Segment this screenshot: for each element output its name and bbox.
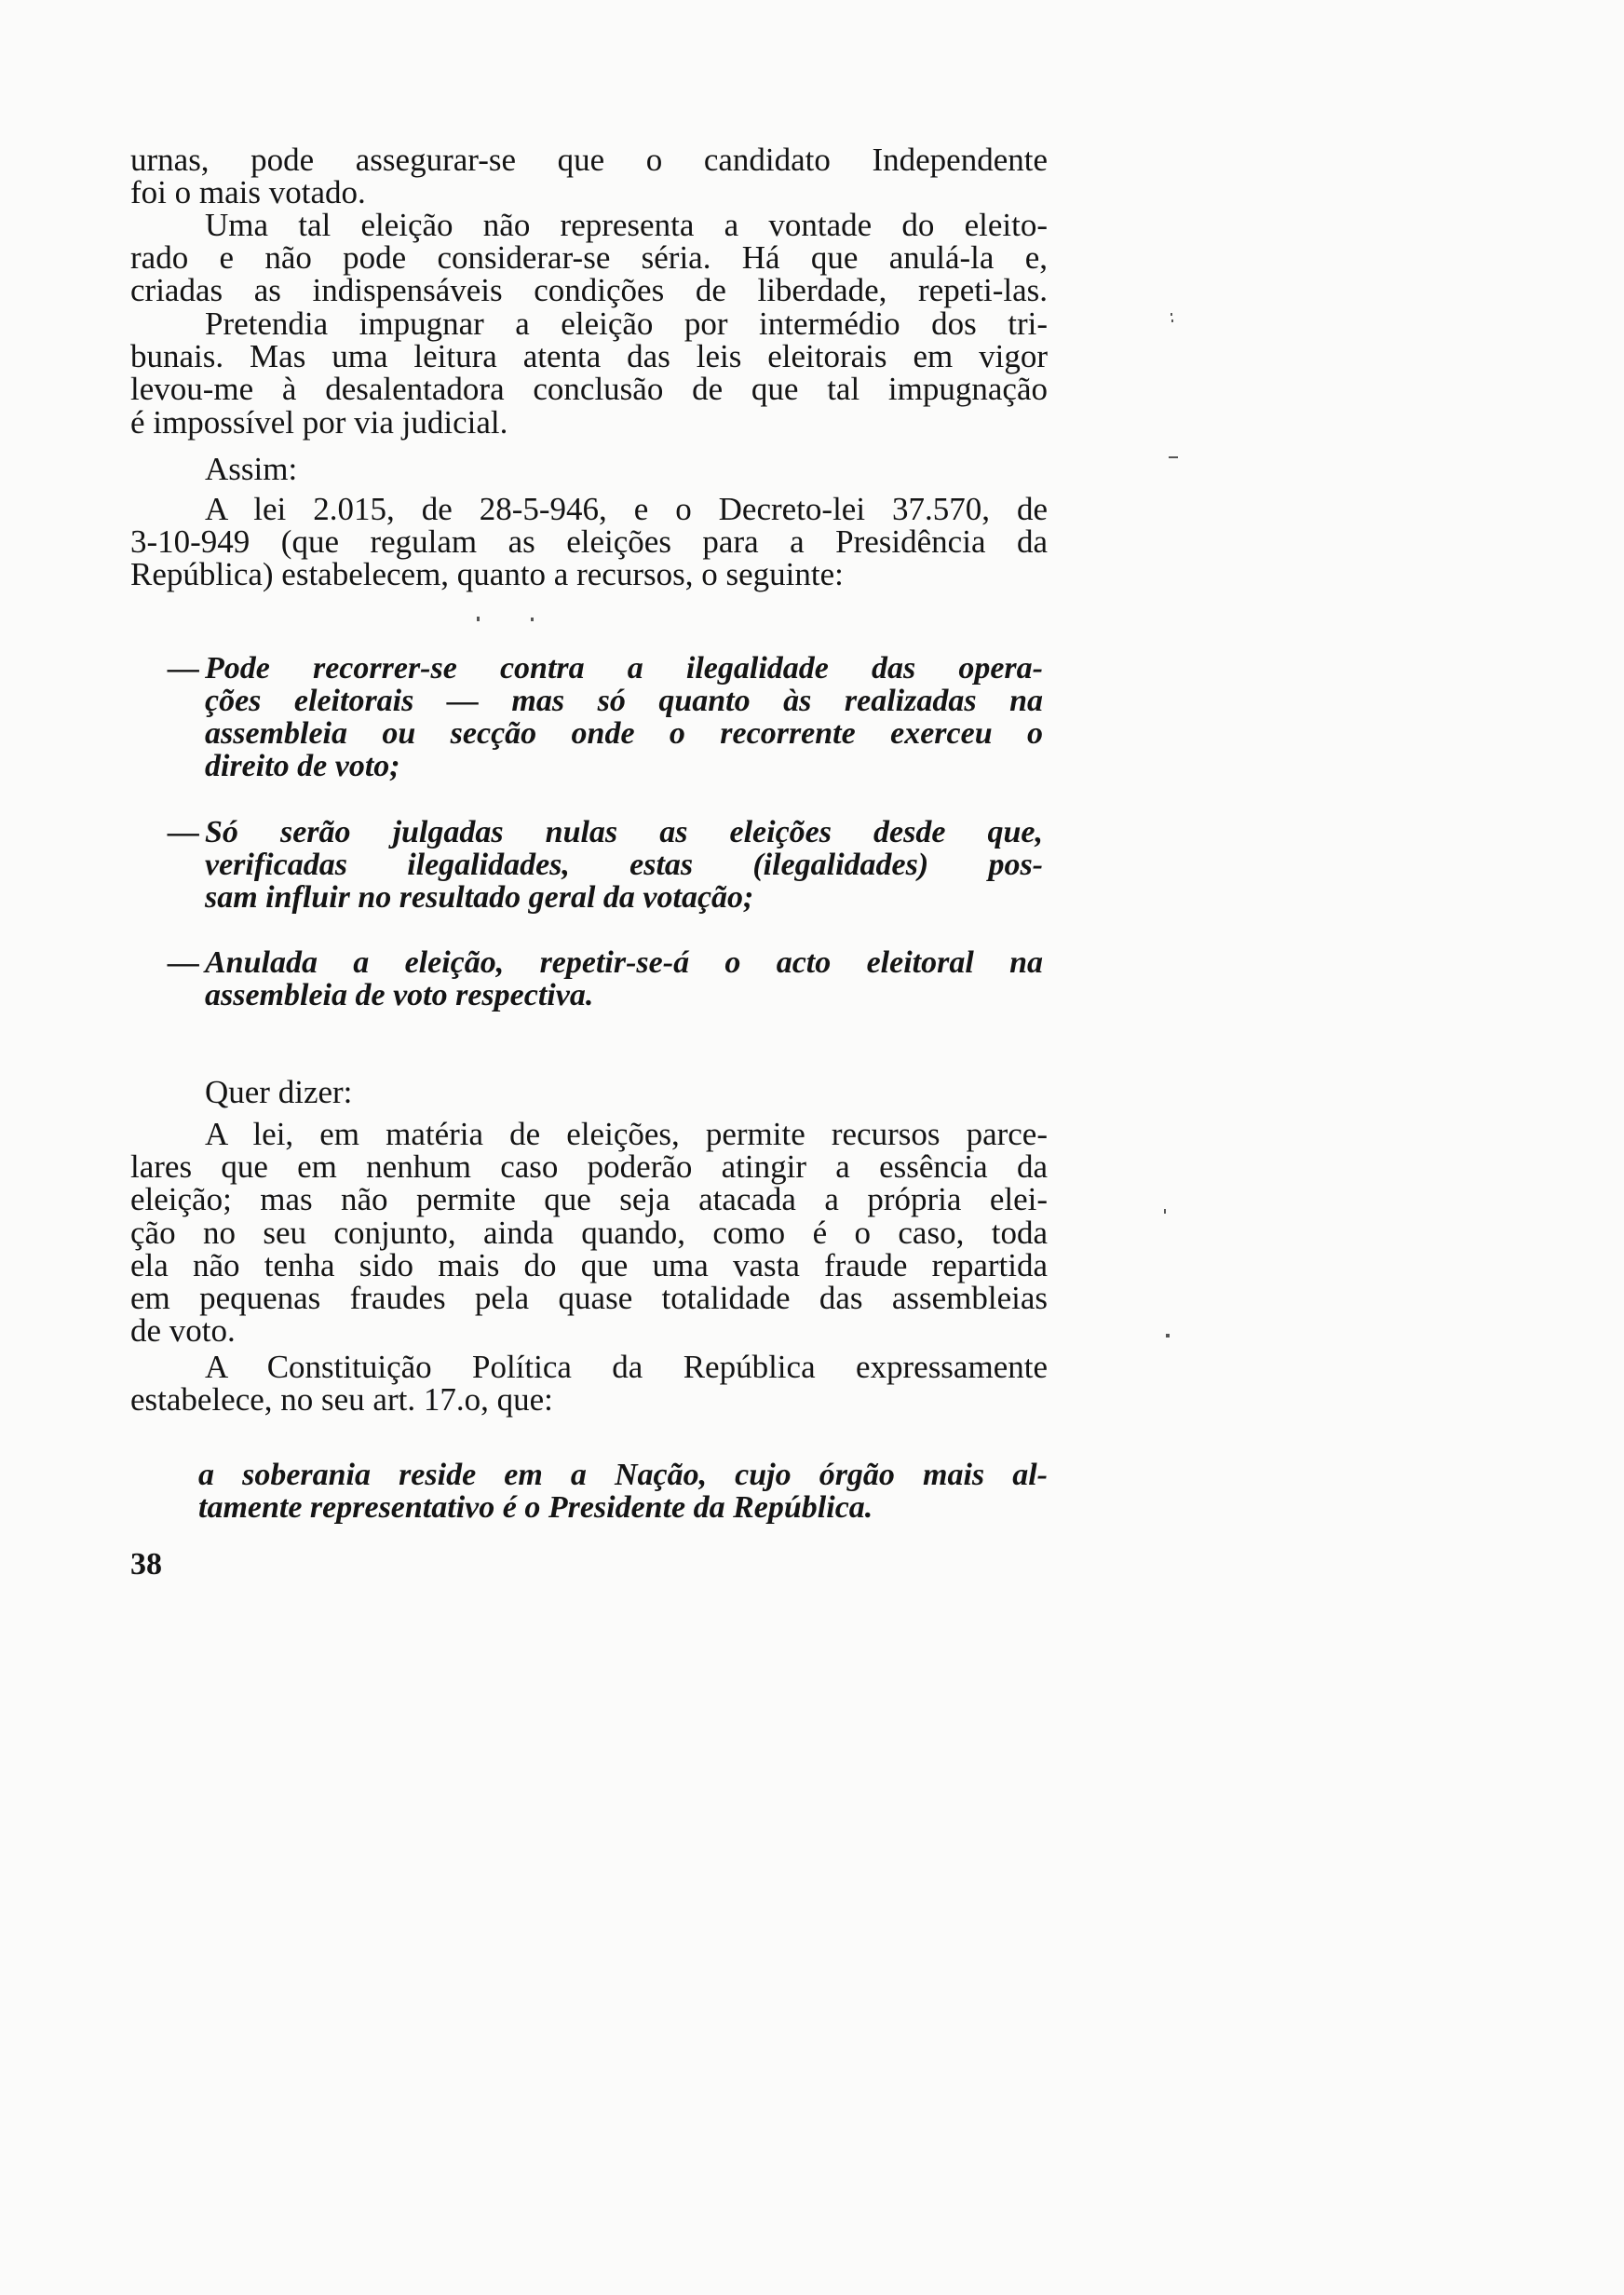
text-line: República) estabelecem, quanto a recursos, o seguinte:: [130, 556, 844, 593]
text-line: direito de voto;: [205, 749, 400, 783]
text-line: verificadas ilegalidades, estas (ilegalidades) pos-: [205, 848, 1043, 882]
text-line: Anulada a eleição, repetir-se-á o acto eleitoral na: [205, 945, 1043, 980]
paragraph-3: [130, 307, 1048, 439]
em-dash: —: [168, 651, 199, 686]
text-line: é impossível por via judicial.: [130, 403, 508, 441]
constitution-quote: [198, 1459, 1048, 1524]
text-line: de voto.: [130, 1312, 236, 1350]
text-line: assembleia de voto respectiva.: [205, 978, 594, 1012]
quoted-rule-1: [168, 651, 1043, 783]
text-line: A lei, em matéria de eleições, permite recursos parce-: [205, 1116, 1048, 1152]
scan-speck: [1171, 319, 1173, 322]
text-line: estabelece, no seu art. 17.o, que:: [130, 1381, 553, 1419]
paragraph-1: [130, 143, 1048, 209]
text-line: ção no seu conjunto, ainda quando, como é o caso, toda: [130, 1214, 1048, 1251]
text-line: ela não tenha sido mais do que uma vasta fraude repartida: [130, 1246, 1048, 1283]
scan-speck: [1171, 313, 1172, 316]
text-line: Pode recorrer-se contra a ilegalidade das opera-: [205, 651, 1043, 686]
text-line: lares que em nenhum caso poderão atingir a essência da: [130, 1148, 1048, 1186]
text-line: Quer dizer:: [205, 1074, 353, 1110]
paragraph-8: [130, 1349, 1048, 1419]
em-dash: —: [168, 945, 199, 980]
paragraph-6: [130, 1076, 1048, 1108]
text-line: Assim:: [205, 451, 298, 487]
text-line: assembleia ou secção onde o recorrente exerceu o: [205, 716, 1043, 751]
text-line: rado e não pode considerar-se séria. Há que anulá-la e,: [130, 239, 1048, 277]
scan-speck: [1164, 1209, 1166, 1214]
text-line: A lei 2.015, de 28-5-946, e o Decreto-lei 37.570, de: [205, 491, 1048, 527]
text-line: ções eleitorais — mas só quanto às realizadas na: [205, 684, 1043, 718]
text-line: sam influir no resultado geral da votação;: [205, 880, 754, 915]
paragraph-7: [130, 1116, 1048, 1350]
text-line: levou-me à desalentadora conclusão de que tal impugnação: [130, 371, 1048, 408]
text-line: criadas as indispensáveis condições de liberdade, repeti-las.: [130, 272, 1048, 309]
scan-speck: [477, 617, 480, 621]
quoted-rule-3: [168, 945, 1043, 1012]
paragraph-2: [130, 209, 1048, 307]
text-line: Só serão julgadas nulas as eleições desde que,: [205, 815, 1043, 849]
text-line: Pretendia impugnar a eleição por intermédio dos tri-: [205, 306, 1048, 342]
scan-speck: [531, 618, 534, 621]
paragraph-4: [130, 453, 1048, 485]
text-line: eleição; mas não permite que seja atacada a própria elei-: [130, 1181, 1048, 1218]
text-line: 3-10-949 (que regulam as eleições para a Presidência da: [130, 523, 1048, 561]
page-number: 38: [130, 1547, 162, 1582]
text-line: foi o mais votado.: [130, 174, 366, 211]
text-line: A Constituição Política da República expressamente: [205, 1349, 1048, 1385]
text-line: Uma tal eleição não representa a vontade do eleito-: [205, 207, 1048, 243]
paragraph-5: [130, 493, 1048, 591]
scan-speck: [1166, 1334, 1170, 1338]
text-line: tamente representativo é o Presidente da República.: [198, 1490, 873, 1525]
quoted-rule-2: [168, 815, 1043, 915]
text-line: em pequenas fraudes pela quase totalidade das assembleias: [130, 1280, 1048, 1317]
text-line: urnas, pode assegurar-se que o candidato Independente: [130, 142, 1048, 178]
scan-speck: [1169, 456, 1178, 458]
text-line: a soberania reside em a Nação, cujo órgão mais al-: [198, 1458, 1048, 1492]
text-line: bunais. Mas uma leitura atenta das leis eleitorais em vigor: [130, 338, 1048, 375]
em-dash: —: [168, 815, 199, 849]
